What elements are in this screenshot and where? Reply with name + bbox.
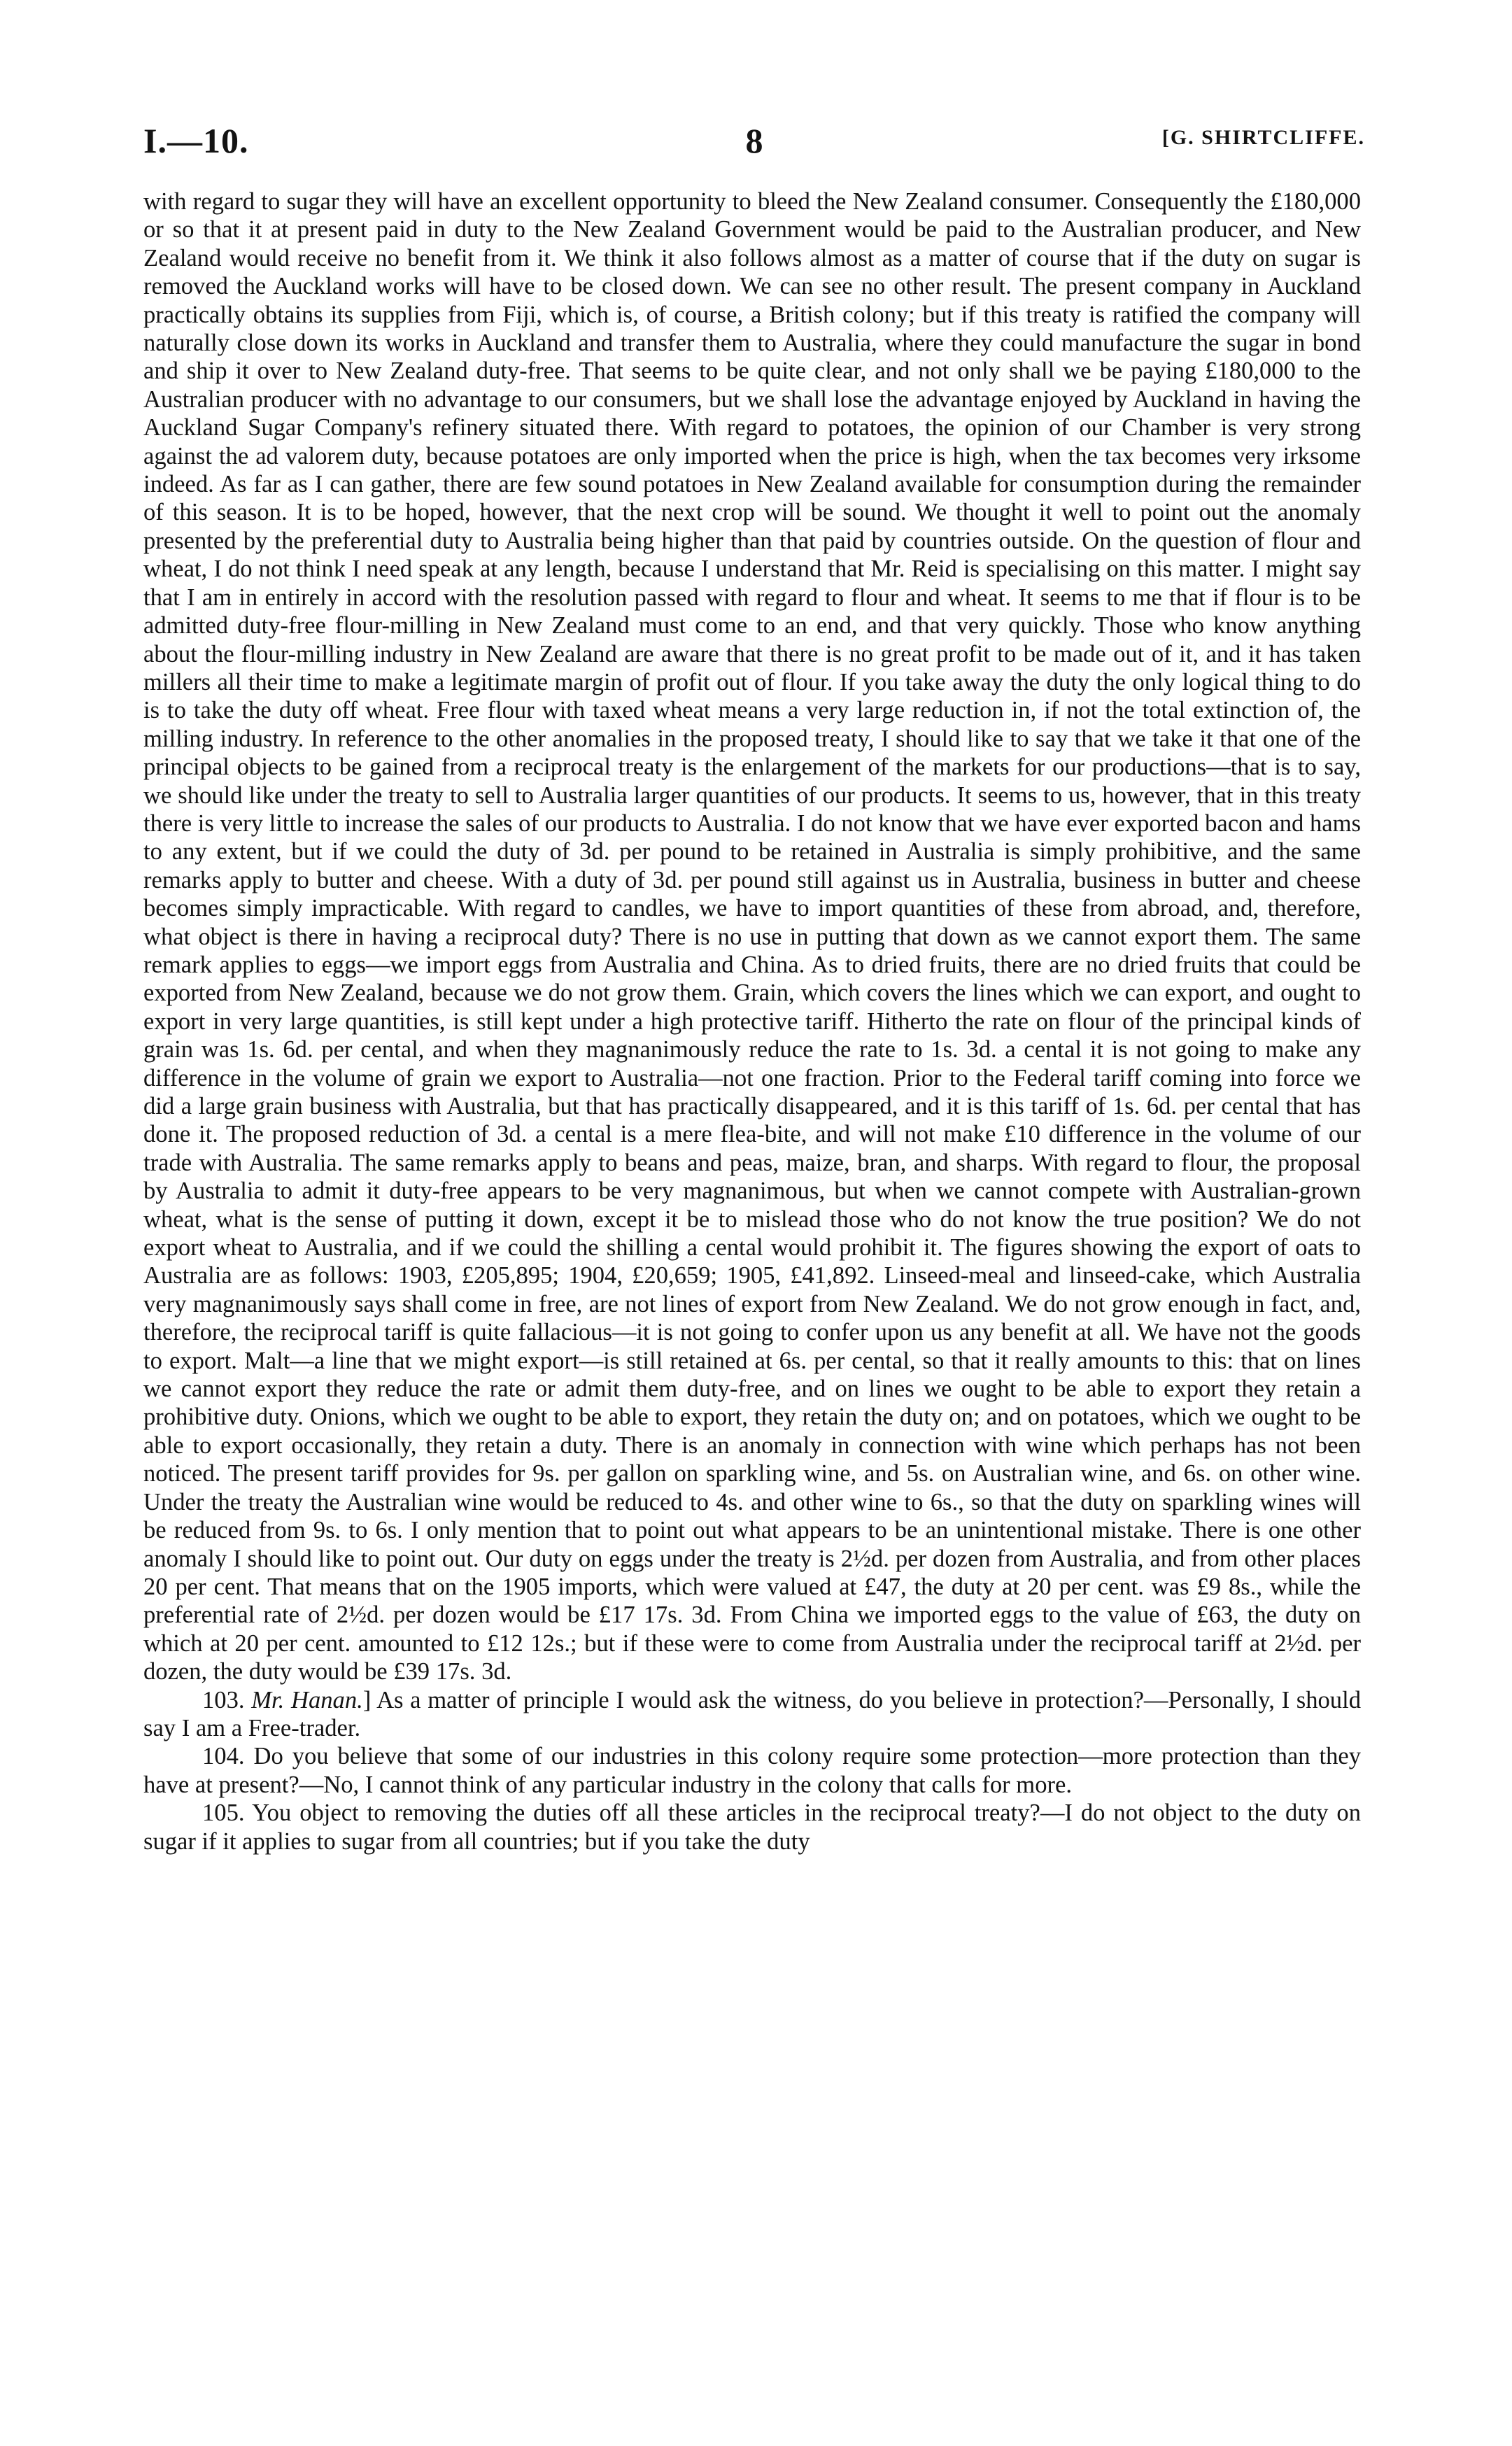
page-header [143,120,1365,176]
question-103 [143,1686,1361,1743]
body-text [143,188,1361,1855]
page-number: 8 [745,121,763,160]
speaker-name: Mr. Hanan. [251,1686,363,1713]
main-paragraph: with regard to sugar they will have an excellent opportunity to bleed the New Zealand consumer. Consequently the £180,000 or so that it at present paid in duty to the New Zealand Government would be paid to the Australian producer, and New Zealand would receive no benefit from it. We think it also follows almost as a matter of course that if the duty on sugar is removed the Auckland works will have to be closed down. We can see no other result. The present company in Auckland practically obtains its supplies from Fiji, which is, of course, a British colony; but if this treaty is ratified the company will naturally close down its works in Auckland and transfer them to Australia, where they could manufacture the sugar in bond and ship it over to New Zealand duty-free. That seems to be quite clear, and not only shall we be paying £180,000 to the Australian producer with no advantage to our consumers, but we shall lose the advantage enjoyed by Auckland in having the Auckland Sugar Company's refinery situated there. With regard to potatoes, the opinion of our Chamber is very strong against the ad valorem duty, because potatoes are only imported when the price is high, when the tax becomes very irksome indeed. As far as I can gather, there are few sound potatoes in New Zealand available for consumption during the remainder of this season. It is to be hoped, however, that the next crop will be sound. We thought it well to point out the anomaly presented by the preferential duty to Australia being higher than that paid by countries outside. On the question of flour and wheat, I do not think I need speak at any length, because I understand that Mr. Reid is specialising on this matter. I might say that I am in entirely in accord with the resolution passed with regard to flour and wheat. It seems to me that if flour is to be admitted duty-free flour-milling in New Zealand must come to an end, and that very quickly. Those who know anything about the flour-milling industry in New Zealand are aware that there is no great profit to be made out of it, and it has taken millers all their time to make a legitimate margin of profit out of flour. If you take away the duty the only logical thing to do is to take the duty off wheat. Free flour with taxed wheat means a very large reduction in, if not the total extinction of, the milling industry. In reference to the other anomalies in the proposed treaty, I should like to say that we take it that one of the principal objects to be gained from a reciprocal treaty is the enlargement of the markets for our productions—that is to say, we should like under the treaty to sell to Australia larger quantities of our products. It seems to us, however, that in this treaty there is very little to increase the sales of our products to Australia. I do not know that we have ever exported bacon and hams to any extent, but if we could the duty of 3d. per pound to be retained in Australia is simply prohibitive, and the same remarks apply to butter and cheese. With a duty of 3d. per pound still against us in Australia, business in butter and cheese becomes simply impracticable. With regard to candles, we have to import quantities of these from abroad, and, therefore, what object is there in having a reciprocal duty? There is no use in putting that down as we cannot export them. The same remark applies to eggs—we import eggs from Australia and China. As to dried fruits, there are no dried fruits that could be exported from New Zealand, because we do not grow them. Grain, which covers the lines which we can export, and ought to export in very large quantities, is still kept under a high protective tariff. Hitherto the rate on flour of the principal kinds of grain was 1s. 6d. per cental, and when they magnanimously reduce the rate to 1s. 3d. a cental it is not going to make any difference in the volume of grain we export to Australia—not one fraction. Prior to the Federal tariff coming into force we did a large grain business with Australia, but that has practically disappeared, and it is this tariff of 1s. 6d. per cental that has done it. The proposed reduction of 3d. a cental is a mere flea-bite, and will not make £10 difference in the volume of our trade with Australia. The same remarks apply to beans and peas, maize, bran, and sharps. With regard to flour, the proposal by Australia to admit it duty-free appears to be very magnanimous, but when we cannot compete with Australian-grown wheat, what is the sense of putting it down, except it be to mislead those who do not know the true position? We do not export wheat to Australia, and if we could the shilling a cental would prohibit it. The figures showing the export of oats to Australia are as follows: 1903, £205,895; 1904, £20,659; 1905, £41,892. Linseed-meal and linseed-cake, which Australia very magnanimously says shall come in free, are not lines of export from New Zealand. We do not grow enough in fact, and, therefore, the reciprocal tariff is quite fallacious—it is not going to confer upon us any benefit at all. We have not the goods to export. Malt—a line that we might export—is still retained at 6s. per cental, so that it really amounts to this: that on lines we cannot export they reduce the rate or admit them duty-free, and on lines we ought to be able to export they retain a prohibitive duty. Onions, which we ought to be able to export, they retain the duty on; and on potatoes, which we ought to be able to export occasionally, they retain a duty. There is an anomaly in connection with wine which perhaps has not been noticed. The present tariff provides for 9s. per gallon on sparkling wine, and 5s. on Australian wine, and 6s. on other wine. Under the treaty the Australian wine would be reduced to 4s. and other wine to 6s., so that the duty on sparkling wines will be reduced from 9s. to 6s. I only mention that to point out what appears to be an unintentional mistake. There is one other anomaly I should like to point out. Our duty on eggs under the treaty is 2½d. per dozen from Australia, and from other places 20 per cent. That means that on the 1905 imports, which were valued at £47, the duty at 20 per cent. was £9 8s., while the preferential rate of 2½d. per dozen would be £17 17s. 3d. From China we imported eggs to the value of £63, the duty on which at 20 per cent. amounted to £12 12s.; but if these were to come from Australia under the reciprocal tariff at 2½d. per dozen, the duty would be £39 17s. 3d. [143,188,1361,1685]
question-104: 104. Do you believe that some of our industries in this colony require some protection—more protection than they have at present?—No, I cannot think of any particular industry in the colony that calls for more. [143,1743,1361,1798]
document-reference: I.—10. [143,121,249,160]
question-105: 105. You object to removing the duties off all these articles in the reciprocal treaty?—I do not object to the duty on sugar if it applies to sugar from all countries; but if you take the duty [143,1800,1361,1855]
question-number: 103. [202,1686,245,1713]
question-text: ] As a matter of principle I would ask the witness, do you believe in protection?—Personally, I should say I am a Free-trader. [143,1686,1361,1741]
witness-name: [G. SHIRTCLIFFE. [1161,126,1365,149]
